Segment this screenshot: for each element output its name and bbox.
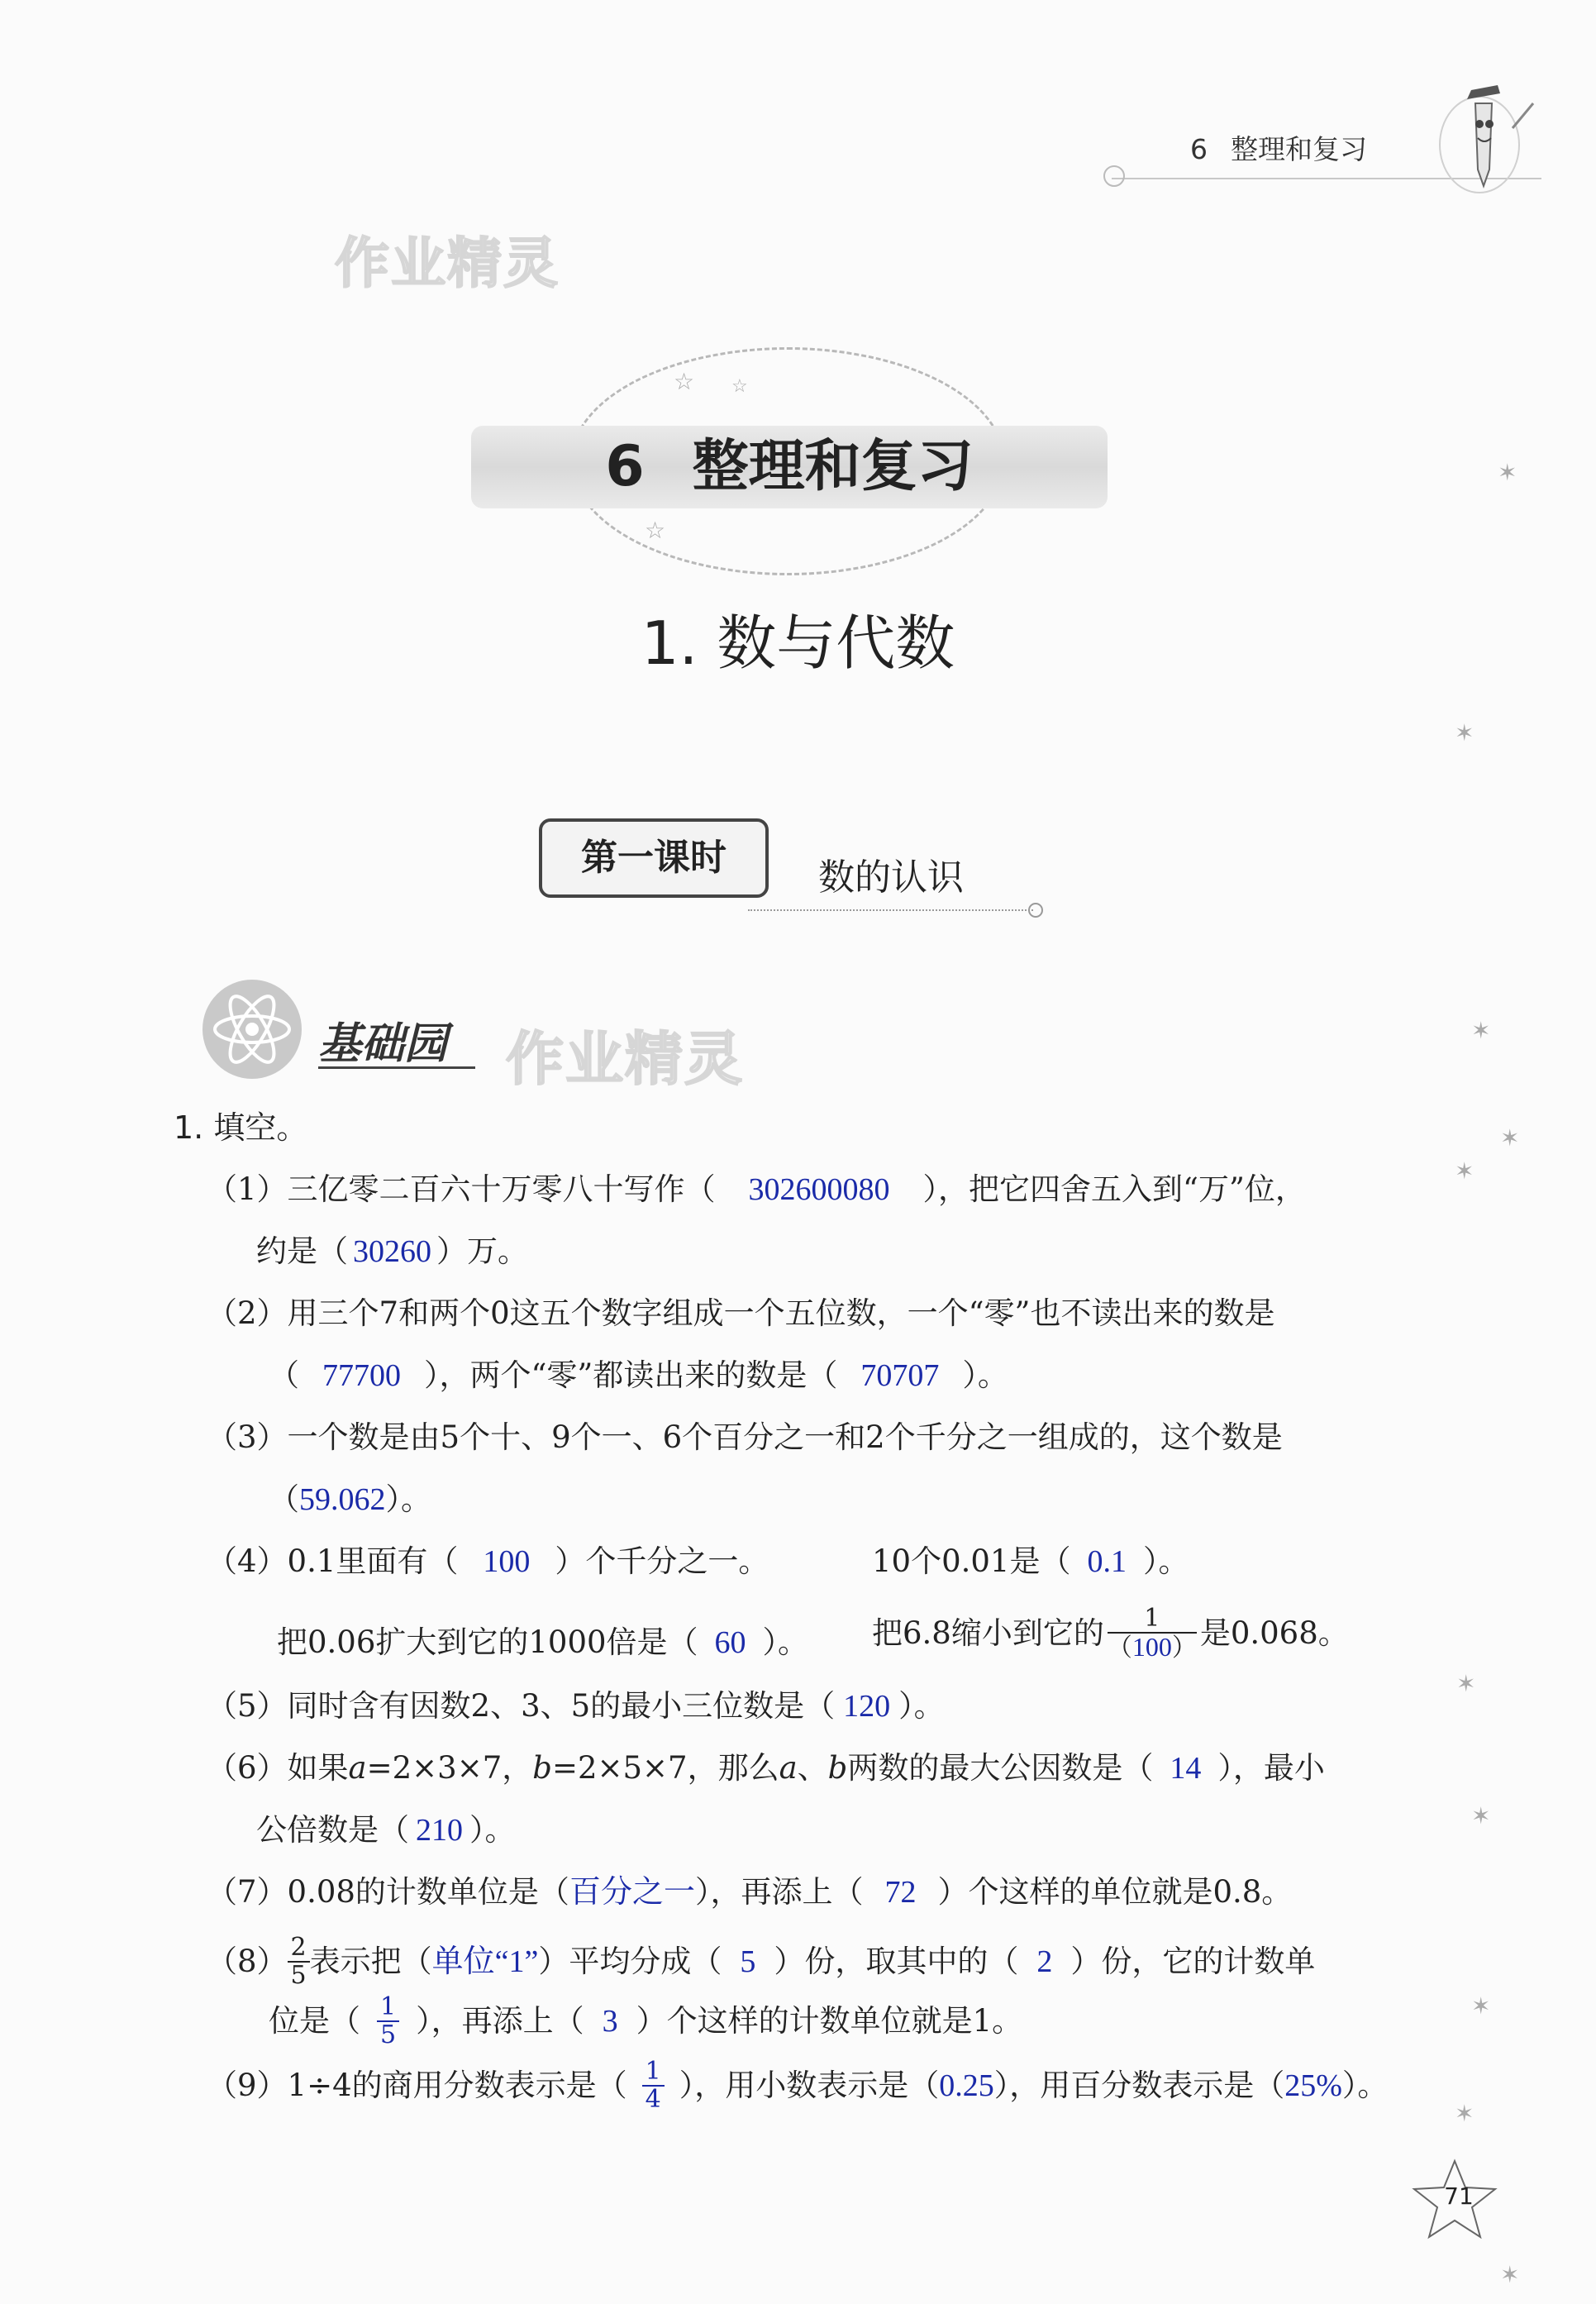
header-chapter-number: 6 (1190, 133, 1208, 165)
fraction-one-hundredth: $\frac{1}{(100)}$ (1107, 1604, 1197, 1662)
item-2-line-2: （ 77700 ），两个“零”都读出来的数是（ 70707 ）。 (269, 1357, 1008, 1393)
item-2-line-1: （2）用三个7和两个0这五个数字组成一个五位数，一个“零”也不读出来的数是 (207, 1295, 1275, 1331)
answer-70707: 70707 (860, 1358, 940, 1393)
answer-59-062: 59.062 (299, 1482, 386, 1517)
running-header (1190, 128, 1367, 167)
item-5: （5）同时含有因数2、3、5的最小三位数是（ 120 ）。 (207, 1688, 945, 1724)
page-number: 71 (1444, 2182, 1474, 2210)
star-icon: ☆ (645, 517, 666, 544)
answer-one-quarter: $\frac{1}{4}$ (642, 2058, 665, 2112)
watermark-logo: 作业精灵 (335, 231, 560, 295)
answer-60: 60 (714, 1625, 746, 1660)
item-9: （9）1÷4的商用分数表示是（ $\frac{1}{4}$ ），用小数表示是（0.25），用百分数表示是（25%）。 (207, 2057, 1389, 2114)
lesson-underline-dot (1028, 903, 1043, 918)
star-icon: ✶ (1455, 2100, 1475, 2127)
star-icon: ✶ (1455, 719, 1475, 747)
item-1-line-2: 约是（ 30260 ）万。 (256, 1233, 528, 1269)
answer-25-percent: 25% (1284, 2068, 1342, 2103)
answer-120: 120 (843, 1689, 891, 1724)
star-icon: ✶ (1471, 1802, 1491, 1829)
answer-72: 72 (884, 1875, 917, 1910)
answer-0-1: 0.1 (1087, 1544, 1127, 1579)
item-8-line-2: 位是（ $\frac{1}{5}$ ），再添上（ 3 ）个这样的计数单位就是1。 (269, 1992, 1023, 2049)
answer-3: 3 (602, 2003, 618, 2039)
star-icon: ✶ (1471, 1992, 1491, 2020)
question-title: 1. 填空。 (174, 1109, 308, 1146)
star-icon: ✶ (1455, 1157, 1475, 1185)
lesson-underline (748, 909, 1033, 911)
item-4-line-2b: 把6.8缩小到它的 $\frac{1}{(100)}$ 是0.068。 (872, 1604, 1349, 1662)
answer-100: 100 (483, 1544, 531, 1579)
answer-unit-one: 单位“1” (431, 1944, 539, 1979)
section-label-underline (318, 1066, 475, 1069)
answer-5: 5 (740, 1944, 756, 1979)
answer-one-fifth: $\frac{1}{5}$ (377, 1994, 399, 2048)
chapter-title (471, 426, 1108, 508)
section-title: 1. 数与代数 (641, 608, 955, 678)
pencil-mascot-icon (1430, 79, 1537, 203)
chapter-title-text: 整理和复习 (692, 434, 974, 499)
section-label-basics: 基础园 (318, 1018, 448, 1069)
item-1-line-1: （1）三亿零二百六十万零八十写作（ 302600080 ），把它四舍五入到“万”位， (207, 1171, 1306, 1207)
answer-210: 210 (416, 1813, 463, 1848)
item-6-line-2: 公倍数是（ 210 ）。 (256, 1812, 516, 1848)
item-8-line-1: （8） $\frac{2}{5}$ 表示把（单位“1”）平均分成（ 5 ）份，取其中的（ 2 ）份，它的计数单 (207, 1933, 1316, 1990)
star-icon: ✶ (1500, 1124, 1520, 1152)
chapter-title-number: 6 (605, 434, 645, 499)
answer-hundredth: 百分之一 (569, 1875, 695, 1910)
item-3-line-1: （3）一个数是由5个十、9个一、6个百分之一和2个千分之一组成的，这个数是 (207, 1419, 1283, 1455)
item-4-line-2: 把0.06扩大到它的1000倍是（ 60 ）。 (277, 1624, 809, 1660)
lesson-subtitle: 数的认识 (818, 856, 964, 899)
star-icon: ☆ (731, 376, 748, 397)
star-icon: ✶ (1456, 1670, 1476, 1697)
item-4-line-1b: 10个0.01是（ 0.1 ）。 (872, 1543, 1189, 1579)
answer-2: 2 (1036, 1944, 1053, 1979)
star-icon: ✶ (1500, 2261, 1520, 2288)
item-7: （7）0.08的计数单位是（百分之一），再添上（ 72 ）个这样的单位就是0.8。 (207, 1874, 1293, 1910)
item-4-line-1: （4）0.1里面有（ 100 ）个千分之一。 (207, 1543, 769, 1579)
answer-30260: 30260 (353, 1234, 431, 1269)
star-icon: ☆ (674, 368, 695, 395)
answer-77700: 77700 (322, 1358, 401, 1393)
header-rule-circle (1103, 165, 1125, 187)
atom-icon (198, 976, 306, 1083)
star-icon: ✶ (1498, 459, 1517, 486)
lesson-tag: 第一课时 (539, 818, 769, 898)
answer-14: 14 (1170, 1751, 1202, 1786)
header-chapter-name: 整理和复习 (1231, 133, 1367, 165)
star-icon: ✶ (1471, 1017, 1491, 1044)
answer-302600080: 302600080 (748, 1172, 890, 1207)
answer-0-25: 0.25 (939, 2068, 994, 2103)
item-6-line-1: （6）如果a=2×3×7，b=2×5×7，那么a、b两数的最大公因数是（ 14 ），最小 (207, 1750, 1325, 1786)
watermark-logo: 作业精灵 (506, 1025, 744, 1093)
item-3-line-2: （59.062）。 (269, 1481, 431, 1517)
fraction-two-fifths: $\frac{2}{5}$ (288, 1934, 310, 1988)
